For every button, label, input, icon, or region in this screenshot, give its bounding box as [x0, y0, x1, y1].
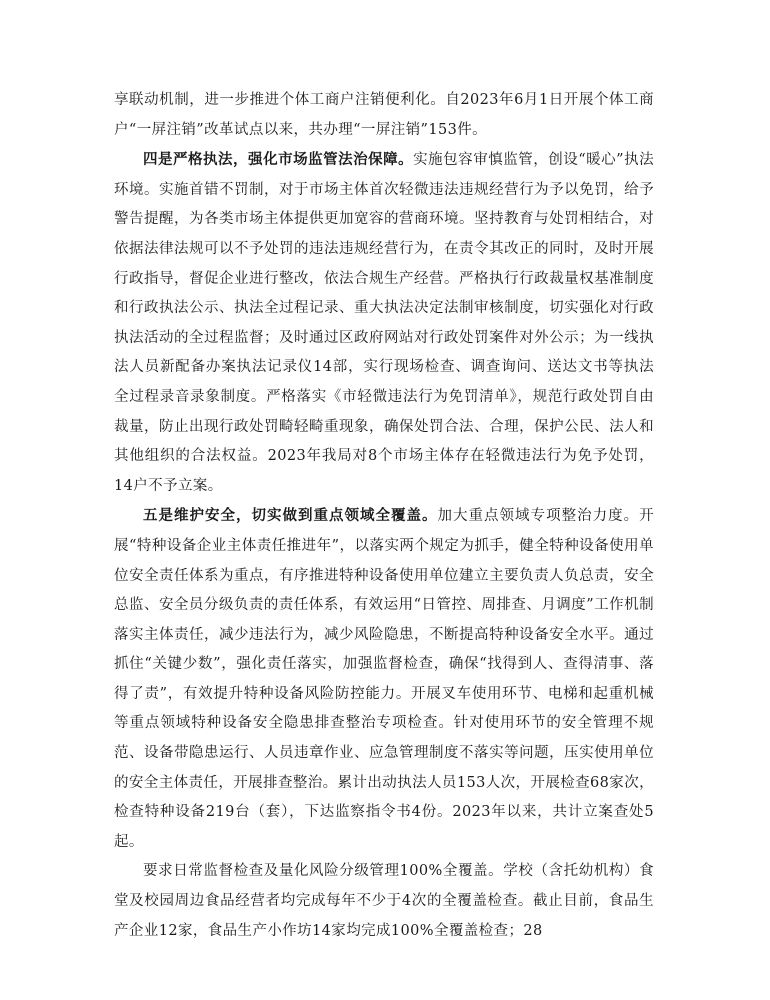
paragraph-1-text: 享联动机制，进一步推进个体工商户注销便利化。自2023年6月1日开展个体工商户“一屏注销”改革试点以来，共办理“一屏注销”153件。: [114, 92, 654, 138]
paragraph-3-text: 加大重点领域专项整治力度。开展“特种设备企业主体责任推进年”，以落实两个规定为抓手，健全特种设备使用单位安全责任体系为重点，有序推进特种设备使用单位建立主要负责人负总责，安全总监、安全员分级负责的责任体系，有效运用“日管控、周排查、月调度”工作机制落实主体责任，减少违法行为，减少风险隐患，不断提高特种设备安全水平。通过抓住“关键少数”，强化责任落实，加强监督检查，确保“找得到人、查得清事、落得了责”，有效提升特种设备风险防控能力。开展叉车使用环节、电梯和起重机械等重点领域特种设备安全隐患排查整治专项检查。针对使用环节的安全管理不规范、设备带隐患运行、人员违章作业、应急管理制度不落实等问题，压实使用单位的安全主体责任，开展排查整治。累计出动执法人员153人次，开展检查68家次，检查特种设备219台（套），下达监察指令书4份。2023年以来，共计立案查处5起。: [114, 508, 654, 850]
paragraph-2-heading: 四是严格执法，强化市场监管法治保障。: [143, 151, 414, 169]
paragraph-3: [114, 501, 654, 857]
paragraph-3-heading: 五是维护安全，切实做到重点领域全覆盖。: [143, 507, 438, 525]
paragraph-2: [114, 145, 654, 501]
paragraph-4: [114, 857, 654, 946]
document-body: [114, 86, 654, 946]
paragraph-2-text: 实施包容审慎监管，创设“暖心”执法环境。实施首错不罚制，对于市场主体首次轻微违法违规经营行为予以免罚，给予警告提醒，为各类市场主体提供更加宽容的营商环境。坚持教育与处罚相结合，对依据法律法规可以不予处罚的违法违规经营行为，在责令其改正的同时，及时开展行政指导，督促企业进行整改，依法合规生产经营。严格执行行政裁量权基准制度和行政执法公示、执法全过程记录、重大执法决定法制审核制度，切实强化对行政执法活动的全过程监督；及时通过区政府网站对行政处罚案件对外公示；为一线执法人员新配备办案执法记录仪14部，实行现场检查、调查询问、送达文书等执法全过程录音录象制度。严格落实《市轻微违法行为免罚清单》，规范行政处罚自由裁量，防止出现行政处罚畸轻畸重现象，确保处罚合法、合理，保护公民、法人和其他组织的合法权益。2023年我局对8个市场主体存在轻微违法行为免予处罚，14户不予立案。: [114, 152, 655, 494]
paragraph-1: [114, 86, 654, 145]
paragraph-4-text: 要求日常监督检查及量化风险分级管理100%全覆盖。学校（含托幼机构）食堂及校园周边食品经营者均完成每年不少于4次的全覆盖检查。截止目前，食品生产企业12家，食品生产小作坊14家均完成100%全覆盖检查；28: [114, 863, 654, 939]
